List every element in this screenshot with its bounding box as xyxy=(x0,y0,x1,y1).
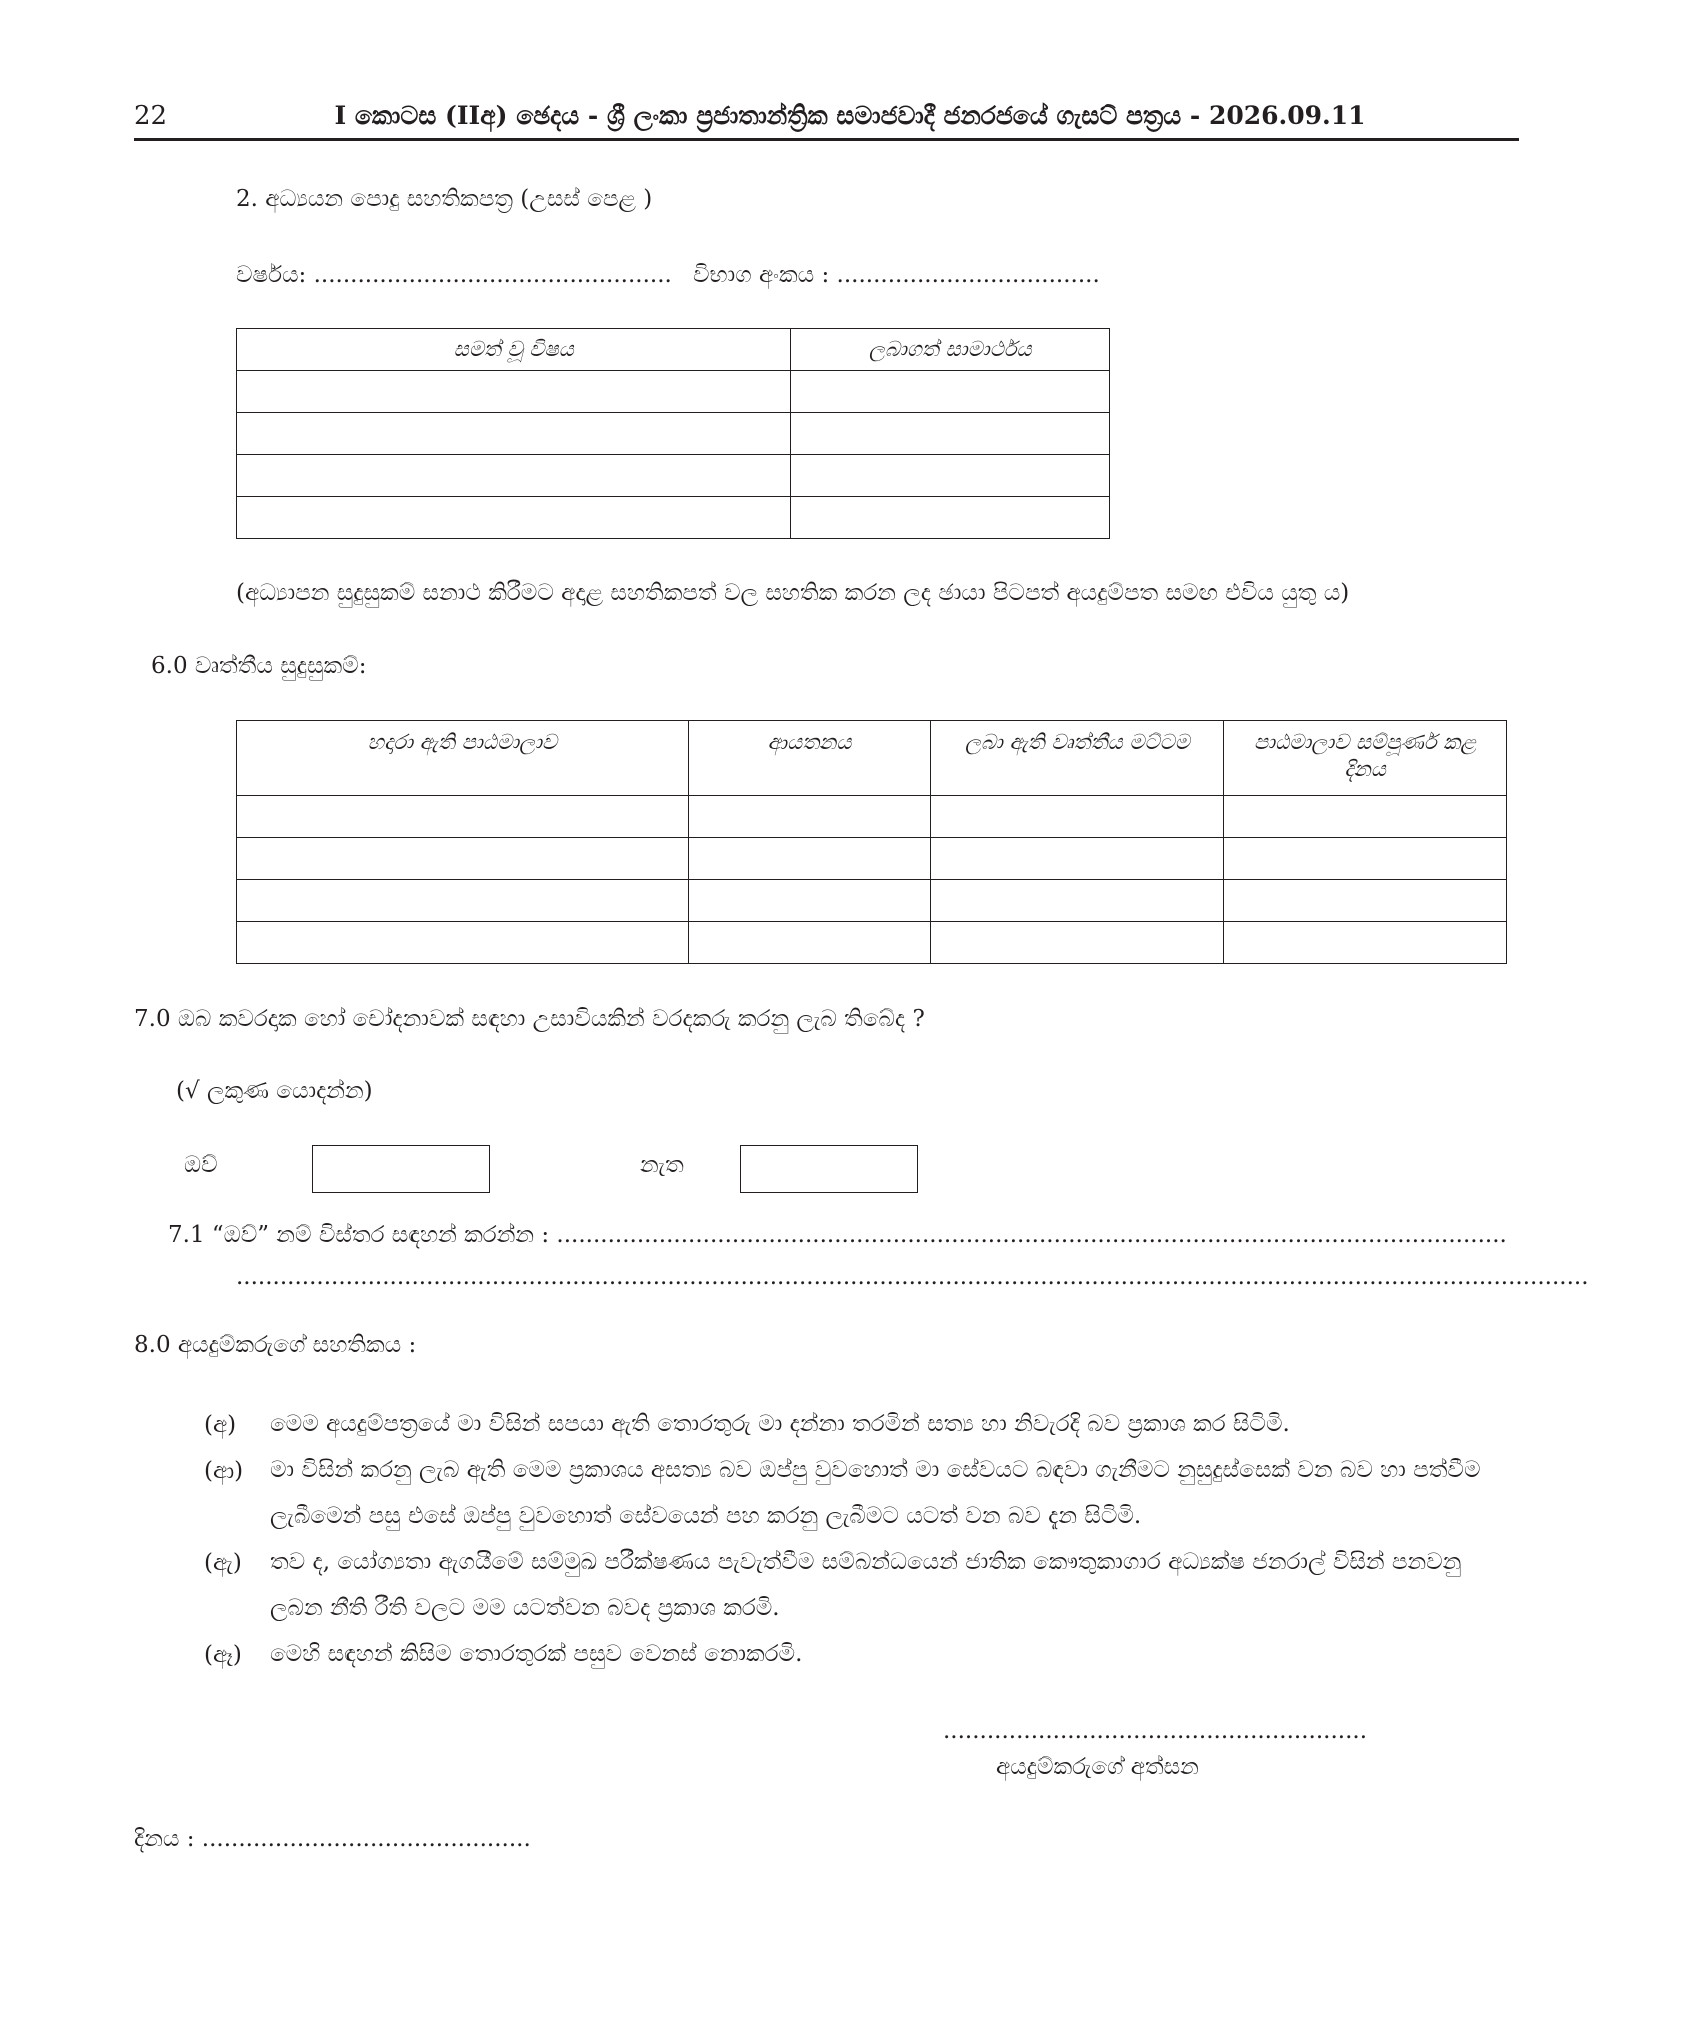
table-cell[interactable] xyxy=(791,497,1110,539)
no-label: නැත xyxy=(640,1152,684,1178)
conviction-question: 7.0 ඔබ කවරදාක හෝ චෝදනාවක් සඳහා උසාවියකින් වරදකරු කරනු ලැබ තිබේද ? xyxy=(134,1006,925,1032)
table-cell[interactable] xyxy=(791,413,1110,455)
table-header-completed-date: පාඨමාලාව සම්පූර්ණ කළ දිනය xyxy=(1224,721,1507,796)
declaration-item: මෙහි සඳහන් කිසිම තොරතුරක් පසුව වෙනස් නොකරමි. xyxy=(270,1641,803,1667)
table-row xyxy=(237,497,1110,539)
table-row xyxy=(237,413,1110,455)
table-cell[interactable] xyxy=(688,838,931,880)
declaration-item: මා විසින් කරනු ලැබ ඇති මෙම ප්‍රකාශය අසත්‍ය බව ඔප්පු වුවහොත් මා සේවයට බඳවා ගැනීමට නුසුදුස්සෙක් වන බව හා පත්වීම ලැබීමෙන් පසු එසේ ඔප්පු වුවහොත් සේවයෙන් පහ කරනු ලැබීමට යටත් වන බව දැන සිටිමි. xyxy=(270,1457,1481,1529)
table-cell[interactable] xyxy=(237,838,689,880)
item-mark: (ඇ) xyxy=(204,1550,242,1576)
table-row xyxy=(237,796,1507,838)
table-row xyxy=(237,922,1507,964)
table-row xyxy=(237,838,1507,880)
table-cell[interactable] xyxy=(237,455,791,497)
applicant-certificate-heading: 8.0 අයදුම්කරුගේ සහතිකය : xyxy=(134,1332,417,1358)
year-field[interactable]: වර්ෂය: ................................................. xyxy=(236,262,672,288)
professional-qualifications-heading: 6.0 වෘත්තීය සුදුසුකම්: xyxy=(151,653,367,679)
table-row xyxy=(237,371,1110,413)
table-cell[interactable] xyxy=(931,796,1224,838)
table-cell[interactable] xyxy=(237,796,689,838)
table-cell[interactable] xyxy=(791,455,1110,497)
header-rule xyxy=(134,138,1519,141)
table-cell[interactable] xyxy=(237,880,689,922)
item-mark: (ඈ) xyxy=(204,1642,242,1668)
table-cell[interactable] xyxy=(1224,838,1507,880)
page-number: 22 xyxy=(134,101,168,131)
table-cell[interactable] xyxy=(688,796,931,838)
table-row xyxy=(237,880,1507,922)
no-checkbox[interactable] xyxy=(740,1145,918,1193)
table-cell[interactable] xyxy=(1224,922,1507,964)
table-cell[interactable] xyxy=(237,371,791,413)
al-results-table xyxy=(236,328,1110,539)
table-cell[interactable] xyxy=(688,880,931,922)
table-cell[interactable] xyxy=(931,880,1224,922)
item-mark: (අ) xyxy=(204,1412,237,1438)
table-header-grade: ලබාගත් සාමාර්ථය xyxy=(791,329,1110,371)
yes-label: ඔව් xyxy=(184,1152,218,1178)
details-field-line2[interactable]: ......................................................................................................................................................................................... xyxy=(236,1264,1589,1290)
certificate-note: (අධ්‍යාපන සුදුසුකම් සනාථ කිරීමට අදාළ සහතිකපත් වල සහතික කරන ලද ඡායා පිටපත් අයදුම්පත සමඟ එවිය යුතු ය) xyxy=(236,580,1350,606)
table-cell[interactable] xyxy=(931,838,1224,880)
signature-label: අයදුම්කරුගේ අත්සන xyxy=(996,1754,1199,1780)
table-cell[interactable] xyxy=(688,922,931,964)
tick-instruction: (√ ලකුණ යොදන්න) xyxy=(176,1078,373,1104)
declaration-item: මෙම අයදුම්පත්‍රයේ මා විසින් සපයා ඇති තොරතුරු මා දන්නා තරමින් සත්‍ය හා නිවැරදි බව ප්‍රකාශ කර සිටිමි. xyxy=(270,1411,1290,1437)
professional-qualifications-table xyxy=(236,720,1507,964)
al-heading: 2. අධ්‍යයන පොදු සහතිකපත්‍ර (උසස් පෙළ ) xyxy=(236,186,653,212)
table-cell[interactable] xyxy=(237,922,689,964)
gazette-header-title: I කොටස (IIඅ) ඡෙදය - ශ්‍රී ලංකා ප්‍රජාතාන්ත්‍රික සමාජවාදී ජනරජයේ ගැසට් පත්‍රය - 2026.09.11 xyxy=(334,101,1366,130)
table-header-level: ලබා ඇති වෘත්තීය මට්ටම xyxy=(931,721,1224,796)
table-header-institute: ආයතනය xyxy=(688,721,931,796)
yes-checkbox[interactable] xyxy=(312,1145,490,1193)
signature-line[interactable]: .......................................................... xyxy=(943,1718,1368,1744)
table-cell[interactable] xyxy=(1224,880,1507,922)
index-number-field[interactable]: විභාග අංකය : .................................... xyxy=(693,262,1100,288)
table-header-subject: සමත් වූ විෂය xyxy=(237,329,791,371)
table-cell[interactable] xyxy=(931,922,1224,964)
date-field[interactable]: දිනය : ............................................. xyxy=(134,1826,531,1852)
table-row xyxy=(237,455,1110,497)
table-cell[interactable] xyxy=(237,497,791,539)
declaration-item: තව ද, යෝග්‍යතා ඇගයීමේ සම්මුඛ පරීක්ෂණය පැවැත්වීම සම්බන්ධයෙන් ජාතික කෞතුකාගාර අධ්‍යක්ෂ ජනරාල් විසින් පනවනු ලබන නීති රීති වලට මම යටත්වන බවද ප්‍රකාශ කරමි. xyxy=(270,1549,1462,1621)
item-mark: (ආ) xyxy=(204,1458,244,1484)
table-cell[interactable] xyxy=(237,413,791,455)
table-cell[interactable] xyxy=(791,371,1110,413)
details-field[interactable]: 7.1 “ඔව්” නම් විස්තර සඳහන් කරන්න : .................................................................................................................................. xyxy=(168,1222,1507,1248)
table-header-course: හදාරා ඇති පාඨමාලාව xyxy=(237,721,689,796)
table-cell[interactable] xyxy=(1224,796,1507,838)
